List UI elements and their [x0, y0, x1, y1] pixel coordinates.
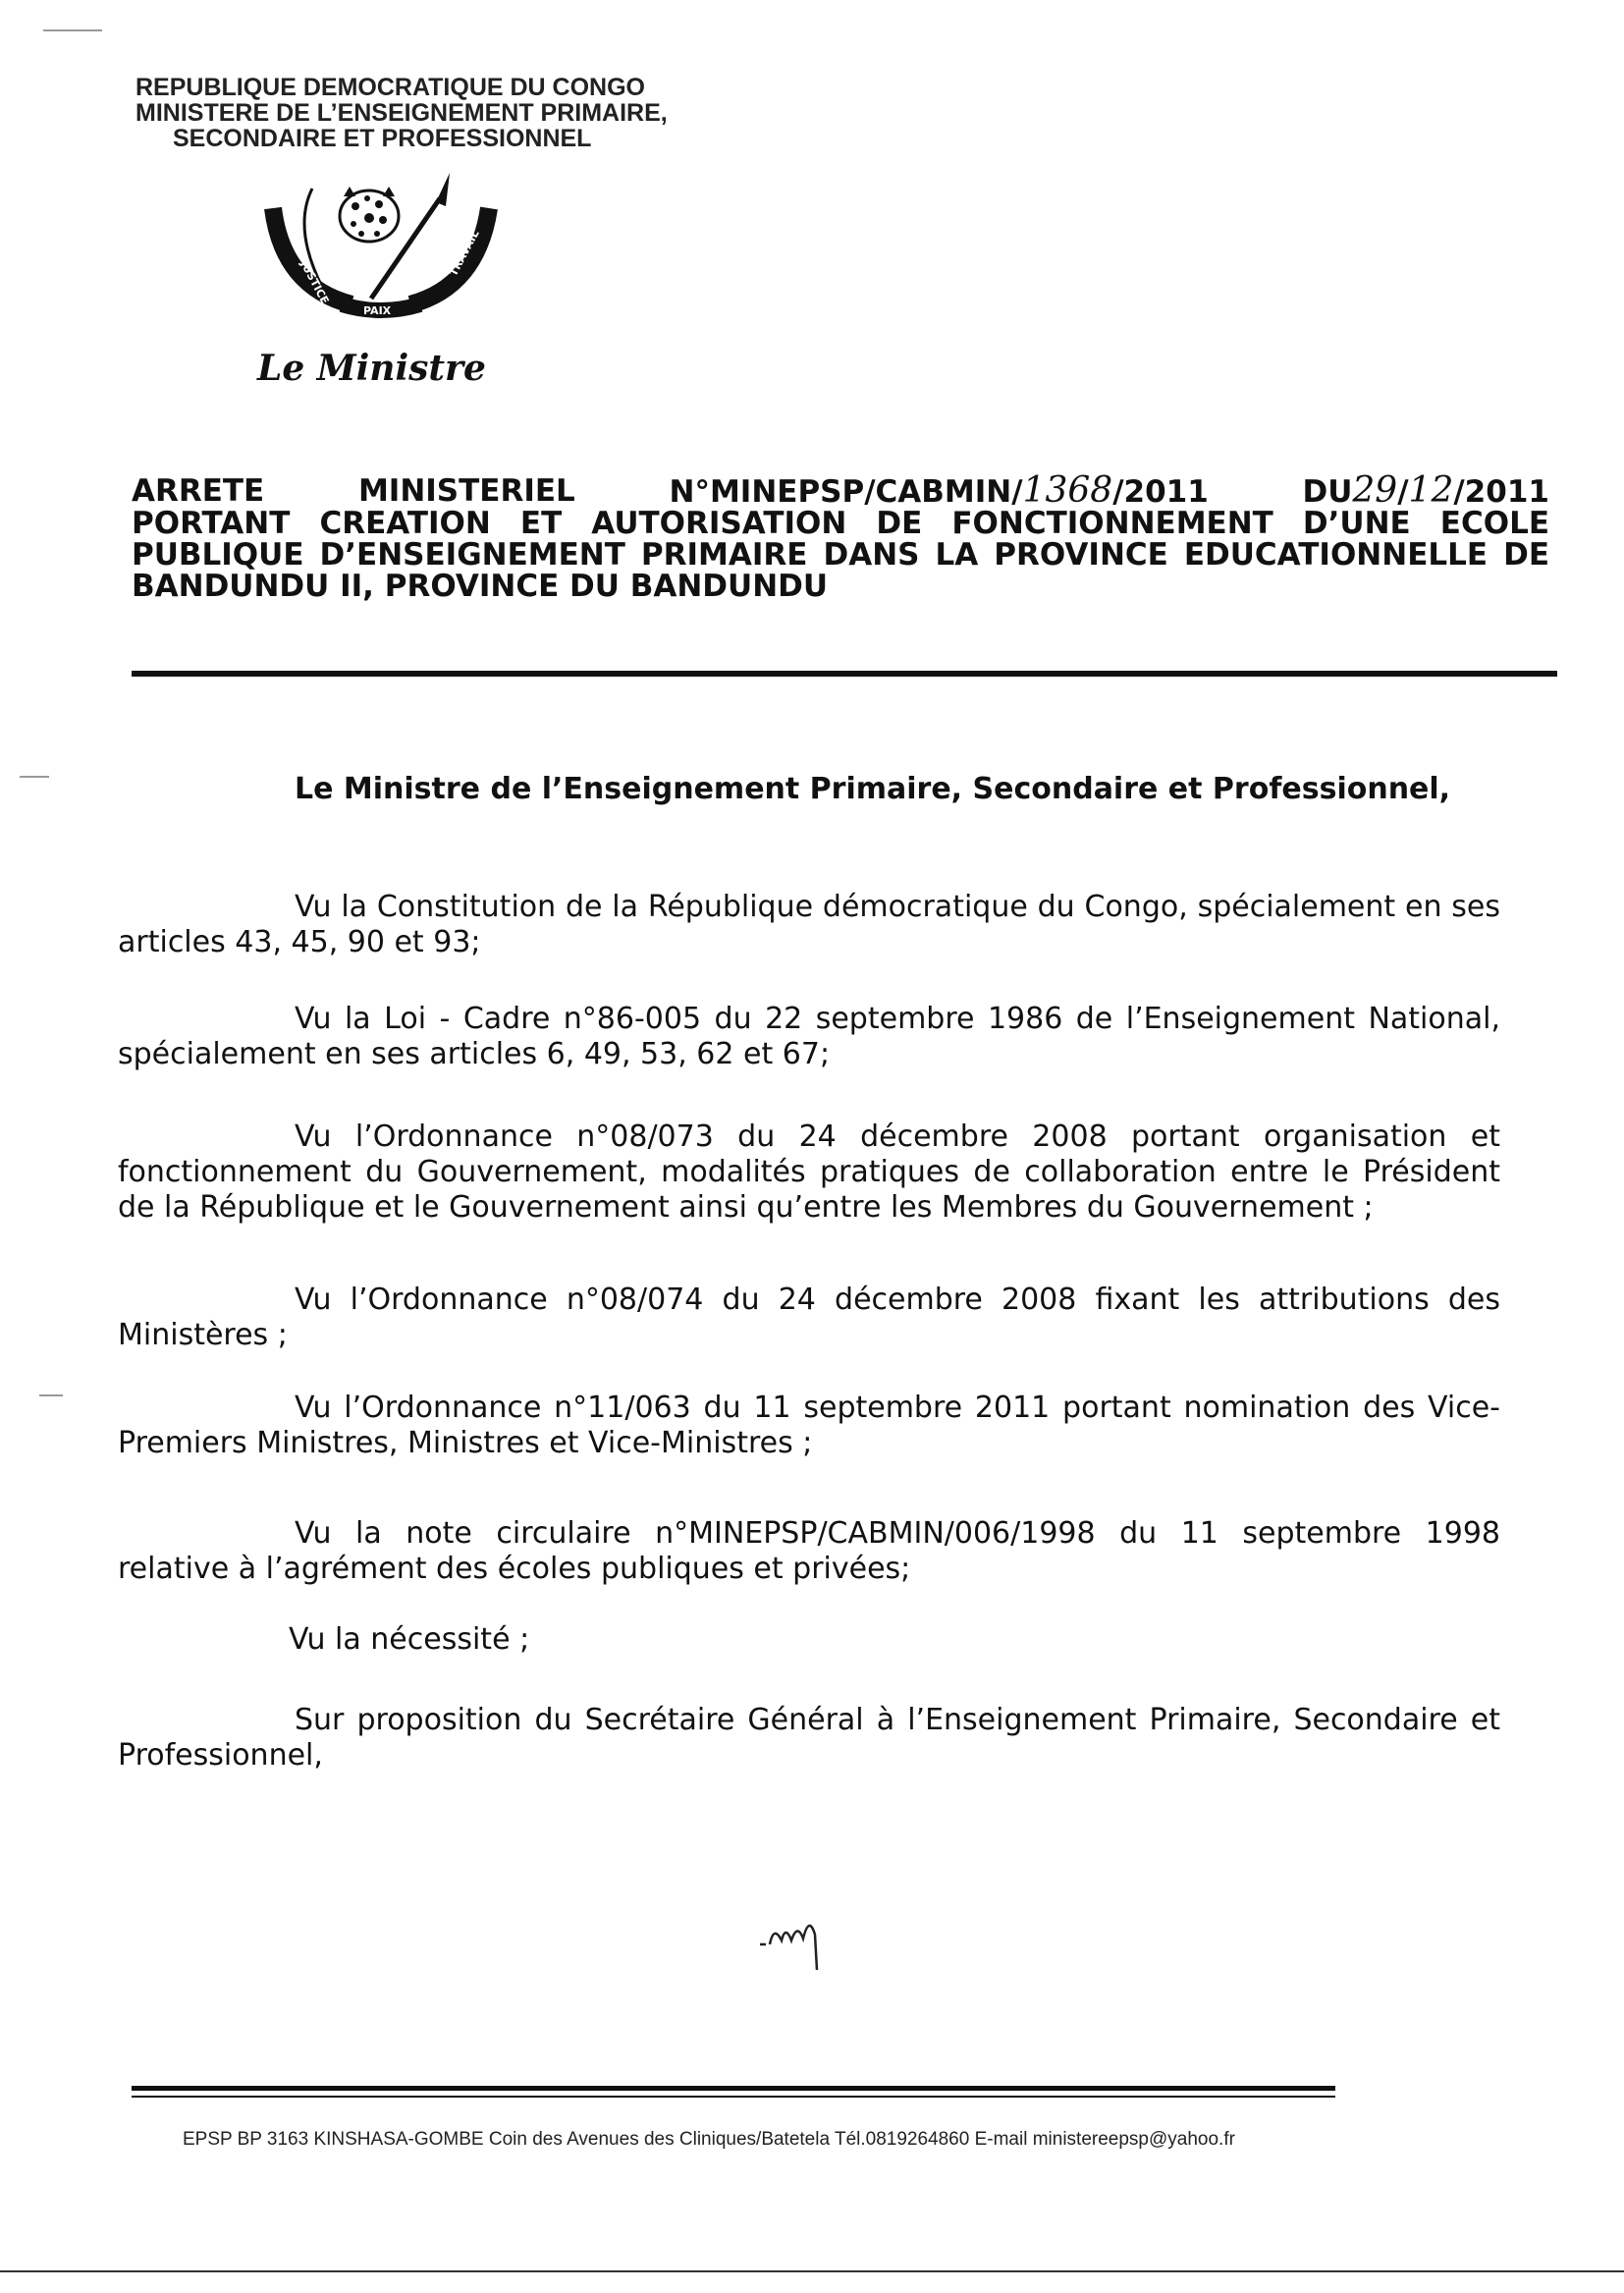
coat-of-arms-emblem	[253, 169, 509, 336]
handwritten-number: 1368	[1022, 470, 1113, 511]
motto-justice: JUSTICE	[298, 258, 332, 306]
decree-subject-line-2: PUBLIQUE D’ENSEIGNEMENT PRIMAIRE DANS LA PROVINCE EDUCATIONNELLE DE	[132, 537, 1549, 573]
decree-arrete: ARRETE	[132, 473, 265, 509]
title-divider	[132, 671, 1557, 677]
letterhead-ministry-cont: SECONDAIRE ET PROFESSIONNEL	[173, 125, 592, 152]
initials-signature	[752, 1895, 860, 1984]
scan-mark	[43, 29, 102, 31]
decree-number: N°MINEPSP/CABMIN/1368/2011	[669, 470, 1209, 511]
decree-ministeriel: MINISTERIEL	[357, 473, 575, 509]
page-bottom-edge	[0, 2270, 1624, 2272]
paragraph-loi-cadre: Vu la Loi - Cadre n°86-005 du 22 septembre 1986 de l’Enseignement National, spécialement en ses articles 6, 49, 53, 62 et 67;	[118, 1002, 1500, 1071]
paragraph-note-circulaire: Vu la note circulaire n°MINEPSP/CABMIN/006/1998 du 11 septembre 1998 relative à l’agrément des écoles publiques et privées;	[118, 1516, 1500, 1586]
paragraph-necessite: Vu la nécessité ;	[289, 1622, 530, 1657]
footer-divider-thin	[132, 2096, 1335, 2098]
motto-paix: PAIX	[363, 304, 392, 317]
motto-travail: TRAVAIL	[447, 228, 482, 279]
decree-subject-line-1: PORTANT CREATION ET AUTORISATION DE FONCTIONNEMENT D’UNE ECOLE	[132, 506, 1549, 541]
paragraph-ordonnance-08-074: Vu l’Ordonnance n°08/074 du 24 décembre 2008 fixant les attributions des Ministères ;	[118, 1283, 1500, 1352]
scan-mark	[20, 776, 49, 778]
paragraph-constitution: Vu la Constitution de la République démocratique du Congo, spécialement en ses articles 43, 45, 90 et 93;	[118, 890, 1500, 959]
paragraph-ordonnance-11-063: Vu l’Ordonnance n°11/063 du 11 septembre 2011 portant nomination des Vice-Premiers Ministres, Ministres et Vice-Ministres ;	[118, 1391, 1500, 1460]
scan-mark	[39, 1394, 63, 1396]
handwritten-month: 12	[1408, 470, 1454, 511]
decree-number-line	[132, 470, 1549, 511]
minister-heading: Le Ministre de l’Enseignement Primaire, Secondaire et Professionnel,	[295, 772, 1451, 806]
letterhead-country: REPUBLIQUE DEMOCRATIQUE DU CONGO	[135, 74, 645, 101]
letterhead-ministry: MINISTERE DE L’ENSEIGNEMENT PRIMAIRE,	[135, 99, 668, 127]
minister-signature: Le Ministre	[257, 348, 486, 389]
handwritten-day: 29	[1352, 470, 1398, 511]
leopard-head-icon	[340, 187, 399, 242]
paragraph-ordonnance-08-073: Vu l’Ordonnance n°08/073 du 24 décembre 2008 portant organisation et fonctionnement du Gouvernement, modalités pratiques de collaboration entre le Président de la République et le Gouvernement ainsi qu’entre les Membres du Gouvernement ;	[118, 1119, 1500, 1225]
footer-address: EPSP BP 3163 KINSHASA-GOMBE Coin des Avenues des Cliniques/Batetela Tél.0819264860 E-mail ministereepsp@yahoo.fr	[183, 2129, 1235, 2150]
decree-title	[132, 470, 1549, 604]
paragraph-proposition: Sur proposition du Secrétaire Général à l’Enseignement Primaire, Secondaire et Professionnel,	[118, 1703, 1500, 1773]
footer-divider-thick	[132, 2086, 1335, 2091]
letterhead	[135, 75, 668, 151]
decree-subject-line-3: BANDUNDU II, PROVINCE DU BANDUNDU	[132, 569, 829, 604]
decree-date: DU29/12/2011	[1302, 470, 1549, 511]
